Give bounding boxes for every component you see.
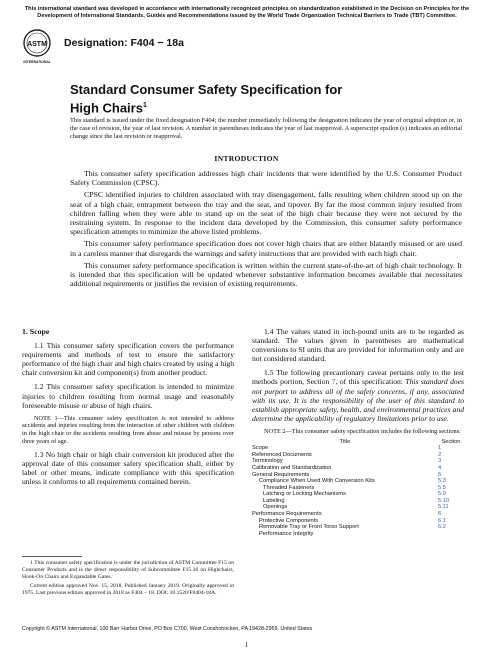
section-title: Openings — [263, 504, 288, 511]
sections-table-row — [252, 504, 464, 511]
footnote-edition: Current edition approved Nov. 15, 2018. Published January 2019. Originally approved in 1975. Last previous edition approved in 2018 as F404 – 18. DOI: 10.1520/F0404-18A. — [22, 583, 234, 596]
footnote-divider — [22, 556, 82, 557]
section-number-link[interactable]: 5.3 — [438, 478, 446, 485]
safety-caveat: This standard does not purport to address all of the safety concerns, if any, associated with its use. It is the responsibility of the user of this standard to establish appropriate safety, health, and environmental practices and determine the applicability of regulatory limitations prior to use. — [252, 377, 464, 423]
standard-issuance-note: This standard is issued under the fixed designation F404; the number immediately following the designation indicates the year of original adoption or, in the case of revision, the year of last revision. A number in parentheses indicates the year of last reapproval. A superscript epsilon (ε) indicates an editorial change since the last revision or reapproval. — [70, 117, 462, 141]
section-title: Performance Integrity — [259, 530, 314, 537]
section-number-link[interactable]: 5 — [438, 471, 442, 478]
note-1: NOTE 1—This consumer safety specification is not intended to address accidents and injuries resulting from the interaction of other children with children in the high chair or the accidents resulting from abuse and misuse by persons over three years of age. — [22, 414, 234, 445]
section-title: Removable Tray or Front Torso Support — [259, 524, 359, 531]
title-column-header: Title — [339, 438, 351, 445]
svg-text:ASTM: ASTM — [27, 41, 47, 48]
introduction-heading: INTRODUCTION — [214, 154, 279, 163]
paragraph-1-5-mid: , of this specification: — [335, 377, 406, 387]
paragraph-1-3: 1.3 No high chair or high chair conversion kit produced after the approval date of this consumer safety specification shall, either by label or other means, indicate compliance with this specification unless it conforms to all requirements contained herein. — [22, 450, 234, 487]
paragraph-1-5-lead: 1.5 The following precautionary caveat pertains only to the test methods portion, Section — [252, 368, 464, 387]
section-number-link[interactable]: 2 — [438, 451, 442, 458]
right-column — [252, 327, 464, 537]
section-title: Calibration and Standardization — [252, 464, 332, 471]
section-number-link[interactable]: 6.1 — [438, 517, 446, 524]
sections-table-row — [252, 511, 464, 518]
section-title: Performance Requirements — [252, 511, 322, 518]
section-title: Labeling — [263, 497, 285, 504]
section-number-link[interactable]: 1 — [438, 445, 442, 452]
section-7-link[interactable]: 7 — [331, 377, 336, 387]
sections-table-row — [252, 498, 464, 505]
section-number-link[interactable]: 5.10 — [438, 497, 450, 504]
document-title — [70, 82, 370, 116]
copyright-line: Copyright © ASTM International, 100 Barr Harbor Drive, PO Box C700, West Conshohocken, PA 19428-2959. United States — [22, 626, 313, 632]
sections-table-header — [252, 439, 464, 446]
section-title: Compliance When Used With Conversion Kits — [259, 478, 375, 485]
sections-table-row — [252, 458, 464, 465]
sections-table-row — [252, 485, 464, 492]
footnote — [22, 560, 234, 599]
footnote-jurisdiction: 1 This consumer safety specification is under the jurisdiction of ASTM Committee F15 on Consumer Products and is the direct responsibility of Subcommittee F15.16 on Highchairs, Hook-On Chairs and Expandable Gates. — [22, 560, 234, 580]
sections-table-row — [252, 472, 464, 479]
section-column-header: Section — [441, 438, 461, 445]
sections-table — [252, 439, 464, 538]
section-title: Threaded Fasteners — [263, 484, 315, 491]
scope-heading: 1. Scope — [22, 327, 50, 336]
sections-table-row — [252, 465, 464, 472]
svg-text:INTERNATIONAL: INTERNATIONAL — [23, 60, 51, 64]
sections-table-row — [252, 445, 464, 452]
title-footnote-ref[interactable]: 1 — [142, 102, 147, 109]
note-2: NOTE 2—This consumer safety specification includes the following sections: — [264, 427, 461, 435]
intro-paragraph: This consumer safety performance specification does not cover high chairs that are either blatantly misused or are used in a careless manner that disregards the warnings and safety instructions that are provided with each high chair. — [70, 239, 462, 258]
section-title: Referenced Documents — [252, 451, 312, 458]
section-number-link[interactable]: 5.9 — [438, 491, 446, 498]
section-title: Protective Components — [259, 517, 319, 524]
intro-paragraph: CPSC identified injuries to children associated with tray disengagement, falls resulting when children stood up on the seat of a high chair, entrapment between the tray and the seat, and tipover. By far the most common injury resulted from children falling when they were able to stand up on the seat of the high chair because they were not secured by the restraining system. In response to the incident data developed by the Commission, this consumer safety performance specification attempts to minimize the above listed problems. — [70, 190, 462, 237]
section-number-link[interactable]: 5.11 — [438, 504, 449, 511]
paragraph-1-5 — [252, 368, 464, 423]
sections-table-row — [252, 491, 464, 498]
sections-table-row — [252, 452, 464, 459]
section-number-link[interactable] — [438, 531, 464, 538]
section-number-link[interactable]: 5.5 — [438, 484, 446, 491]
intro-paragraph: This consumer safety performance specification is written within the current state-of-the-art of high chair technology. It is intended that this specification will be updated whenever substantive information becomes available that necessitates additional requirements or justifies the revision of existing requirements. — [70, 260, 462, 289]
page-number: 1 — [244, 641, 249, 649]
left-column — [22, 327, 234, 492]
sections-table-row — [252, 518, 464, 525]
section-number-link[interactable]: 4 — [438, 464, 442, 471]
intro-paragraph: This consumer safety specification addresses high chair incidents that were identified by the U.S. Consumer Product Safety Commission (CPSC). — [70, 169, 462, 188]
sections-table-row — [252, 531, 464, 538]
astm-logo-icon — [22, 28, 52, 68]
section-title: General Requirements — [252, 471, 310, 478]
paragraph-1-4: 1.4 The values stated in inch-pound units are to be regarded as standard. The values given in parentheses are mathematical conversions to SI units that are provided for information only and are not considered standard. — [252, 327, 464, 364]
paragraph-1-2: 1.2 This consumer safety specification is intended to minimize injuries to children resulting from normal usage and reasonably foreseeable misuse or abuse of high chairs. — [22, 382, 234, 410]
paragraph-1-1: 1.1 This consumer safety specification covers the performance requirements and methods of test to ensure the satisfactory performance of the high chair and high chairs created by using a high chair conversion kit and component(s) from another product. — [22, 341, 234, 378]
section-title: Scope — [252, 445, 269, 452]
sections-table-row — [252, 524, 464, 531]
section-number-link[interactable]: 3 — [438, 458, 442, 465]
section-number-link[interactable]: 6.2 — [438, 524, 446, 531]
sections-table-body — [252, 445, 464, 537]
sections-table-row — [252, 478, 464, 485]
section-number-link[interactable]: 6 — [438, 511, 442, 518]
designation: Designation: F404 − 18a — [64, 37, 184, 49]
title-text: Standard Consumer Safety Specification for High Chairs — [70, 82, 343, 116]
section-title: Latching or Locking Mechanisms — [263, 491, 346, 498]
wto-notice: This international standard was developed in accordance with internationally recognized principles on standardization established in the Decision on Principles for the Development of International Standards, Guides and Recommendations issued by the World Trade Organization Technical Barriers to Trade (TBT) Committee. — [24, 6, 470, 19]
section-title: Terminology — [252, 458, 283, 465]
introduction-body — [70, 169, 462, 291]
